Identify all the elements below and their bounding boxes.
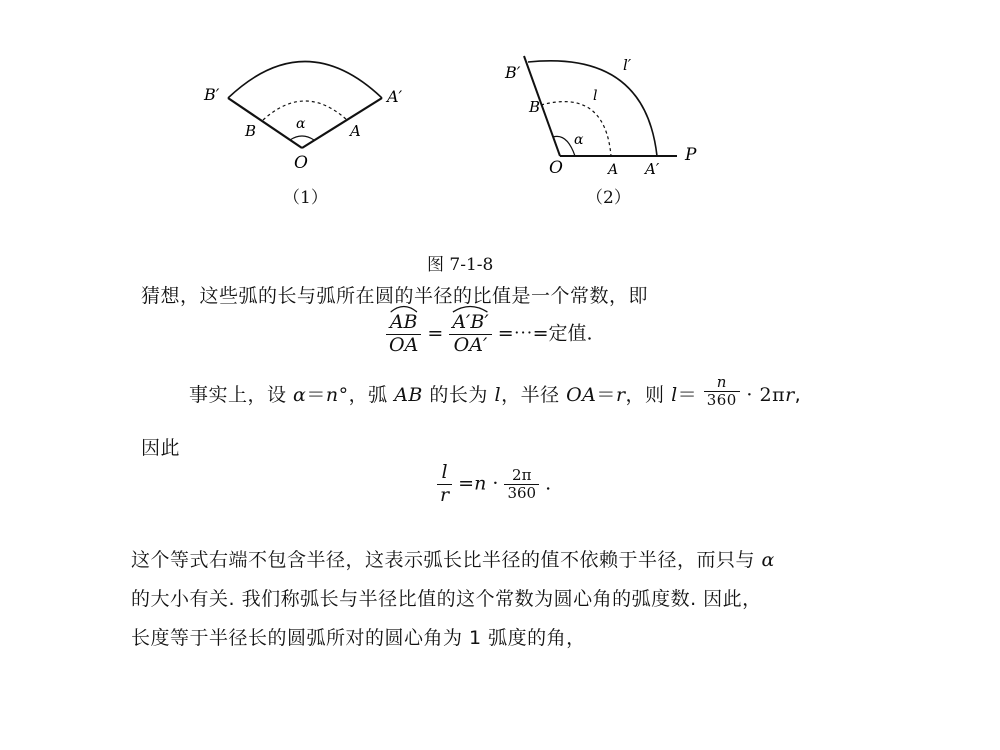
radius-OA: OA xyxy=(389,333,419,356)
fraction-2pi-360: $\frac{2\pi}{360}$ xyxy=(504,467,539,503)
fraction-AB-OA xyxy=(386,312,421,357)
equation-radian: $\frac{l}{r}$ =n · $\frac{2\pi}{360}$ . xyxy=(437,462,551,507)
label-l-prime: l′ xyxy=(623,56,632,74)
paragraph-conjecture: 猜想，这些弧的长与弧所在圆的半径的比值是一个常数，即 xyxy=(141,285,649,307)
paragraph-conclusion-line1: 这个等式右端不包含半径，这表示弧长比半径的值不依赖于半径，而只与 α xyxy=(131,549,775,571)
label-alpha: α xyxy=(296,116,306,132)
label-B: B xyxy=(529,98,541,116)
label-P: P xyxy=(685,145,697,165)
label-B-prime: B′ xyxy=(204,85,220,104)
equation-ratio xyxy=(386,312,593,357)
label-A-prime: A′ xyxy=(387,87,403,106)
paragraph-fact: 事实上，设 α＝n°，弧 AB 的长为 l，半径 OA＝r，则 l＝ $\frac{n}{360}$ · 2πr, xyxy=(189,372,802,409)
radius-OA-prime: OA′ xyxy=(453,333,488,356)
radius-left xyxy=(228,98,302,148)
outer-arc xyxy=(528,61,657,156)
label-A: A xyxy=(350,122,361,140)
label-l: l xyxy=(593,88,598,104)
label-O: O xyxy=(294,153,308,173)
arc-A-prime-B-prime: A′B′ xyxy=(452,311,489,333)
equals-1: = xyxy=(427,322,444,345)
paragraph-therefore: 因此 xyxy=(141,437,181,459)
label-A-prime: A′ xyxy=(645,160,660,178)
paragraph-conclusion-line2: 的大小有关. 我们称弧长与半径比值的这个常数为圆心角的弧度数. 因此， xyxy=(131,588,762,610)
label-B-prime: B′ xyxy=(505,63,521,82)
arc-AB: AB xyxy=(389,311,418,333)
angle-arc xyxy=(290,136,314,140)
figure-title: 图 7-1-8 xyxy=(427,255,494,275)
fraction-AB-prime-OA-prime xyxy=(449,312,491,357)
equation-tail: =⋯=定值. xyxy=(497,322,593,345)
figure-2-caption: （2） xyxy=(586,188,631,208)
label-O: O xyxy=(549,158,563,178)
paragraph-conclusion-line3: 长度等于半径长的圆弧所对的圆心角为 1 弧度的角， xyxy=(131,627,586,649)
label-B: B xyxy=(245,122,257,140)
radius-right xyxy=(302,98,382,148)
fraction-n-360: $\frac{n}{360}$ xyxy=(704,374,740,410)
outer-arc xyxy=(228,62,382,99)
figure-2 xyxy=(495,40,715,190)
label-A: A xyxy=(608,162,619,178)
figure-1-caption: （1） xyxy=(283,188,328,208)
label-alpha: α xyxy=(574,132,584,148)
fraction-l-r: $\frac{l}{r}$ xyxy=(437,462,452,507)
